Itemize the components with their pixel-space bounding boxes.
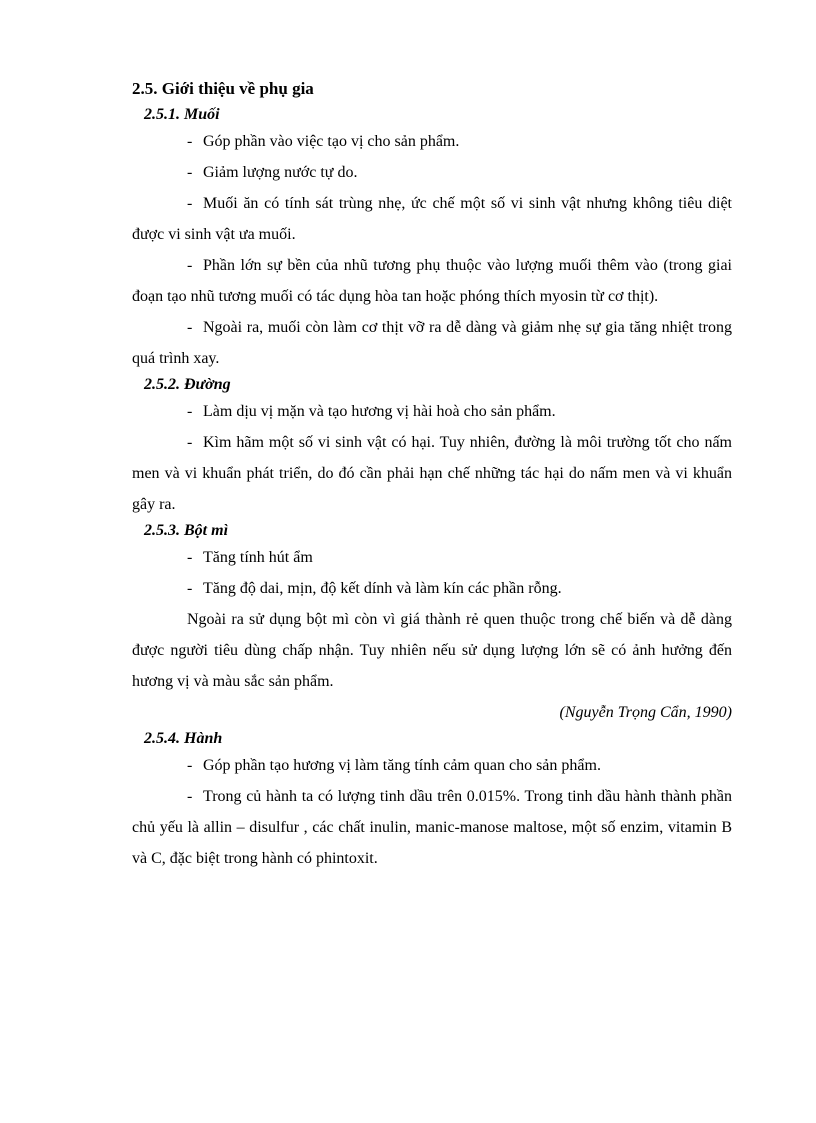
subsection-title-bot-mi: 2.5.3. Bột mì — [144, 522, 229, 539]
list-item-text: Phần lớn sự bền của nhũ tương phụ thuộc vào lượng muối thêm vào (trong giai đoạn tạo nhũ tương muối có tác dụng hòa tan hoặc phóng thích myosin từ cơ thịt). — [132, 257, 732, 305]
list-item-text: Làm dịu vị mặn và tạo hương vị hài hoà cho sản phẩm. — [203, 403, 556, 420]
list-item — [132, 427, 732, 520]
bullet-dash: - — [187, 133, 193, 150]
list-item — [132, 573, 732, 604]
bullet-dash: - — [187, 403, 193, 420]
list-item-text: Ngoài ra, muối còn làm cơ thịt vỡ ra dễ dàng và giảm nhẹ sự gia tăng nhiệt trong quá trình xay. — [132, 319, 732, 367]
body-paragraph: Ngoài ra sử dụng bột mì còn vì giá thành rẻ quen thuộc trong chế biến và dễ dàng được người tiêu dùng chấp nhận. Tuy nhiên nếu sử dụng lượng lớn sẽ có ảnh hưởng đến hương vị và màu sắc sản phẩm. — [132, 611, 732, 690]
subsection-title-muoi: 2.5.1. Muối — [144, 106, 220, 123]
bullet-dash: - — [187, 549, 193, 566]
bullet-dash: - — [187, 195, 193, 212]
bullet-dash: - — [187, 757, 193, 774]
list-item-text: Kìm hãm một số vi sinh vật có hại. Tuy nhiên, đường là môi trường tốt cho nấm men và vi khuẩn phát triển, do đó cần phải hạn chế những tác hại do nấm men và vi khuẩn gây ra. — [132, 434, 732, 513]
list-item-text: Góp phần vào việc tạo vị cho sản phẩm. — [203, 133, 460, 150]
bullet-dash: - — [187, 164, 193, 181]
subsection-title-hanh: 2.5.4. Hành — [144, 730, 223, 747]
list-item — [132, 750, 732, 781]
list-item — [132, 126, 732, 157]
bullet-dash: - — [187, 788, 193, 805]
list-item — [132, 542, 732, 573]
subsection-title-duong: 2.5.2. Đường — [144, 376, 231, 393]
bullet-dash: - — [187, 257, 193, 274]
list-item-text: Tăng độ dai, mịn, độ kết dính và làm kín các phần rỗng. — [203, 580, 562, 597]
section-title: 2.5. Giới thiệu về phụ gia — [132, 79, 314, 98]
bullet-dash: - — [187, 319, 193, 336]
list-item — [132, 312, 732, 374]
list-item — [132, 250, 732, 312]
list-item — [132, 781, 732, 874]
list-item-text: Giảm lượng nước tự do. — [203, 164, 358, 181]
list-item-text: Muối ăn có tính sát trùng nhẹ, ức chế một số vi sinh vật nhưng không tiêu diệt được vi sinh vật ưa muối. — [132, 195, 732, 243]
bullet-dash: - — [187, 580, 193, 597]
list-item — [132, 396, 732, 427]
list-item-text: Góp phần tạo hương vị làm tăng tính cảm quan cho sản phẩm. — [203, 757, 601, 774]
citation: (Nguyễn Trọng Cẩn, 1990) — [559, 704, 732, 721]
list-item — [132, 188, 732, 250]
bullet-dash: - — [187, 434, 193, 451]
list-item-text: Trong củ hành ta có lượng tinh dầu trên 0.015%. Trong tinh dầu hành thành phần chủ yếu là allin – disulfur , các chất inulin, manic-manose maltose, một số enzim, vitamin B và C, đặc biệt trong hành có phintoxit. — [132, 788, 732, 867]
document-page — [132, 74, 732, 874]
list-item-text: Tăng tính hút ẩm — [203, 549, 313, 566]
list-item — [132, 157, 732, 188]
